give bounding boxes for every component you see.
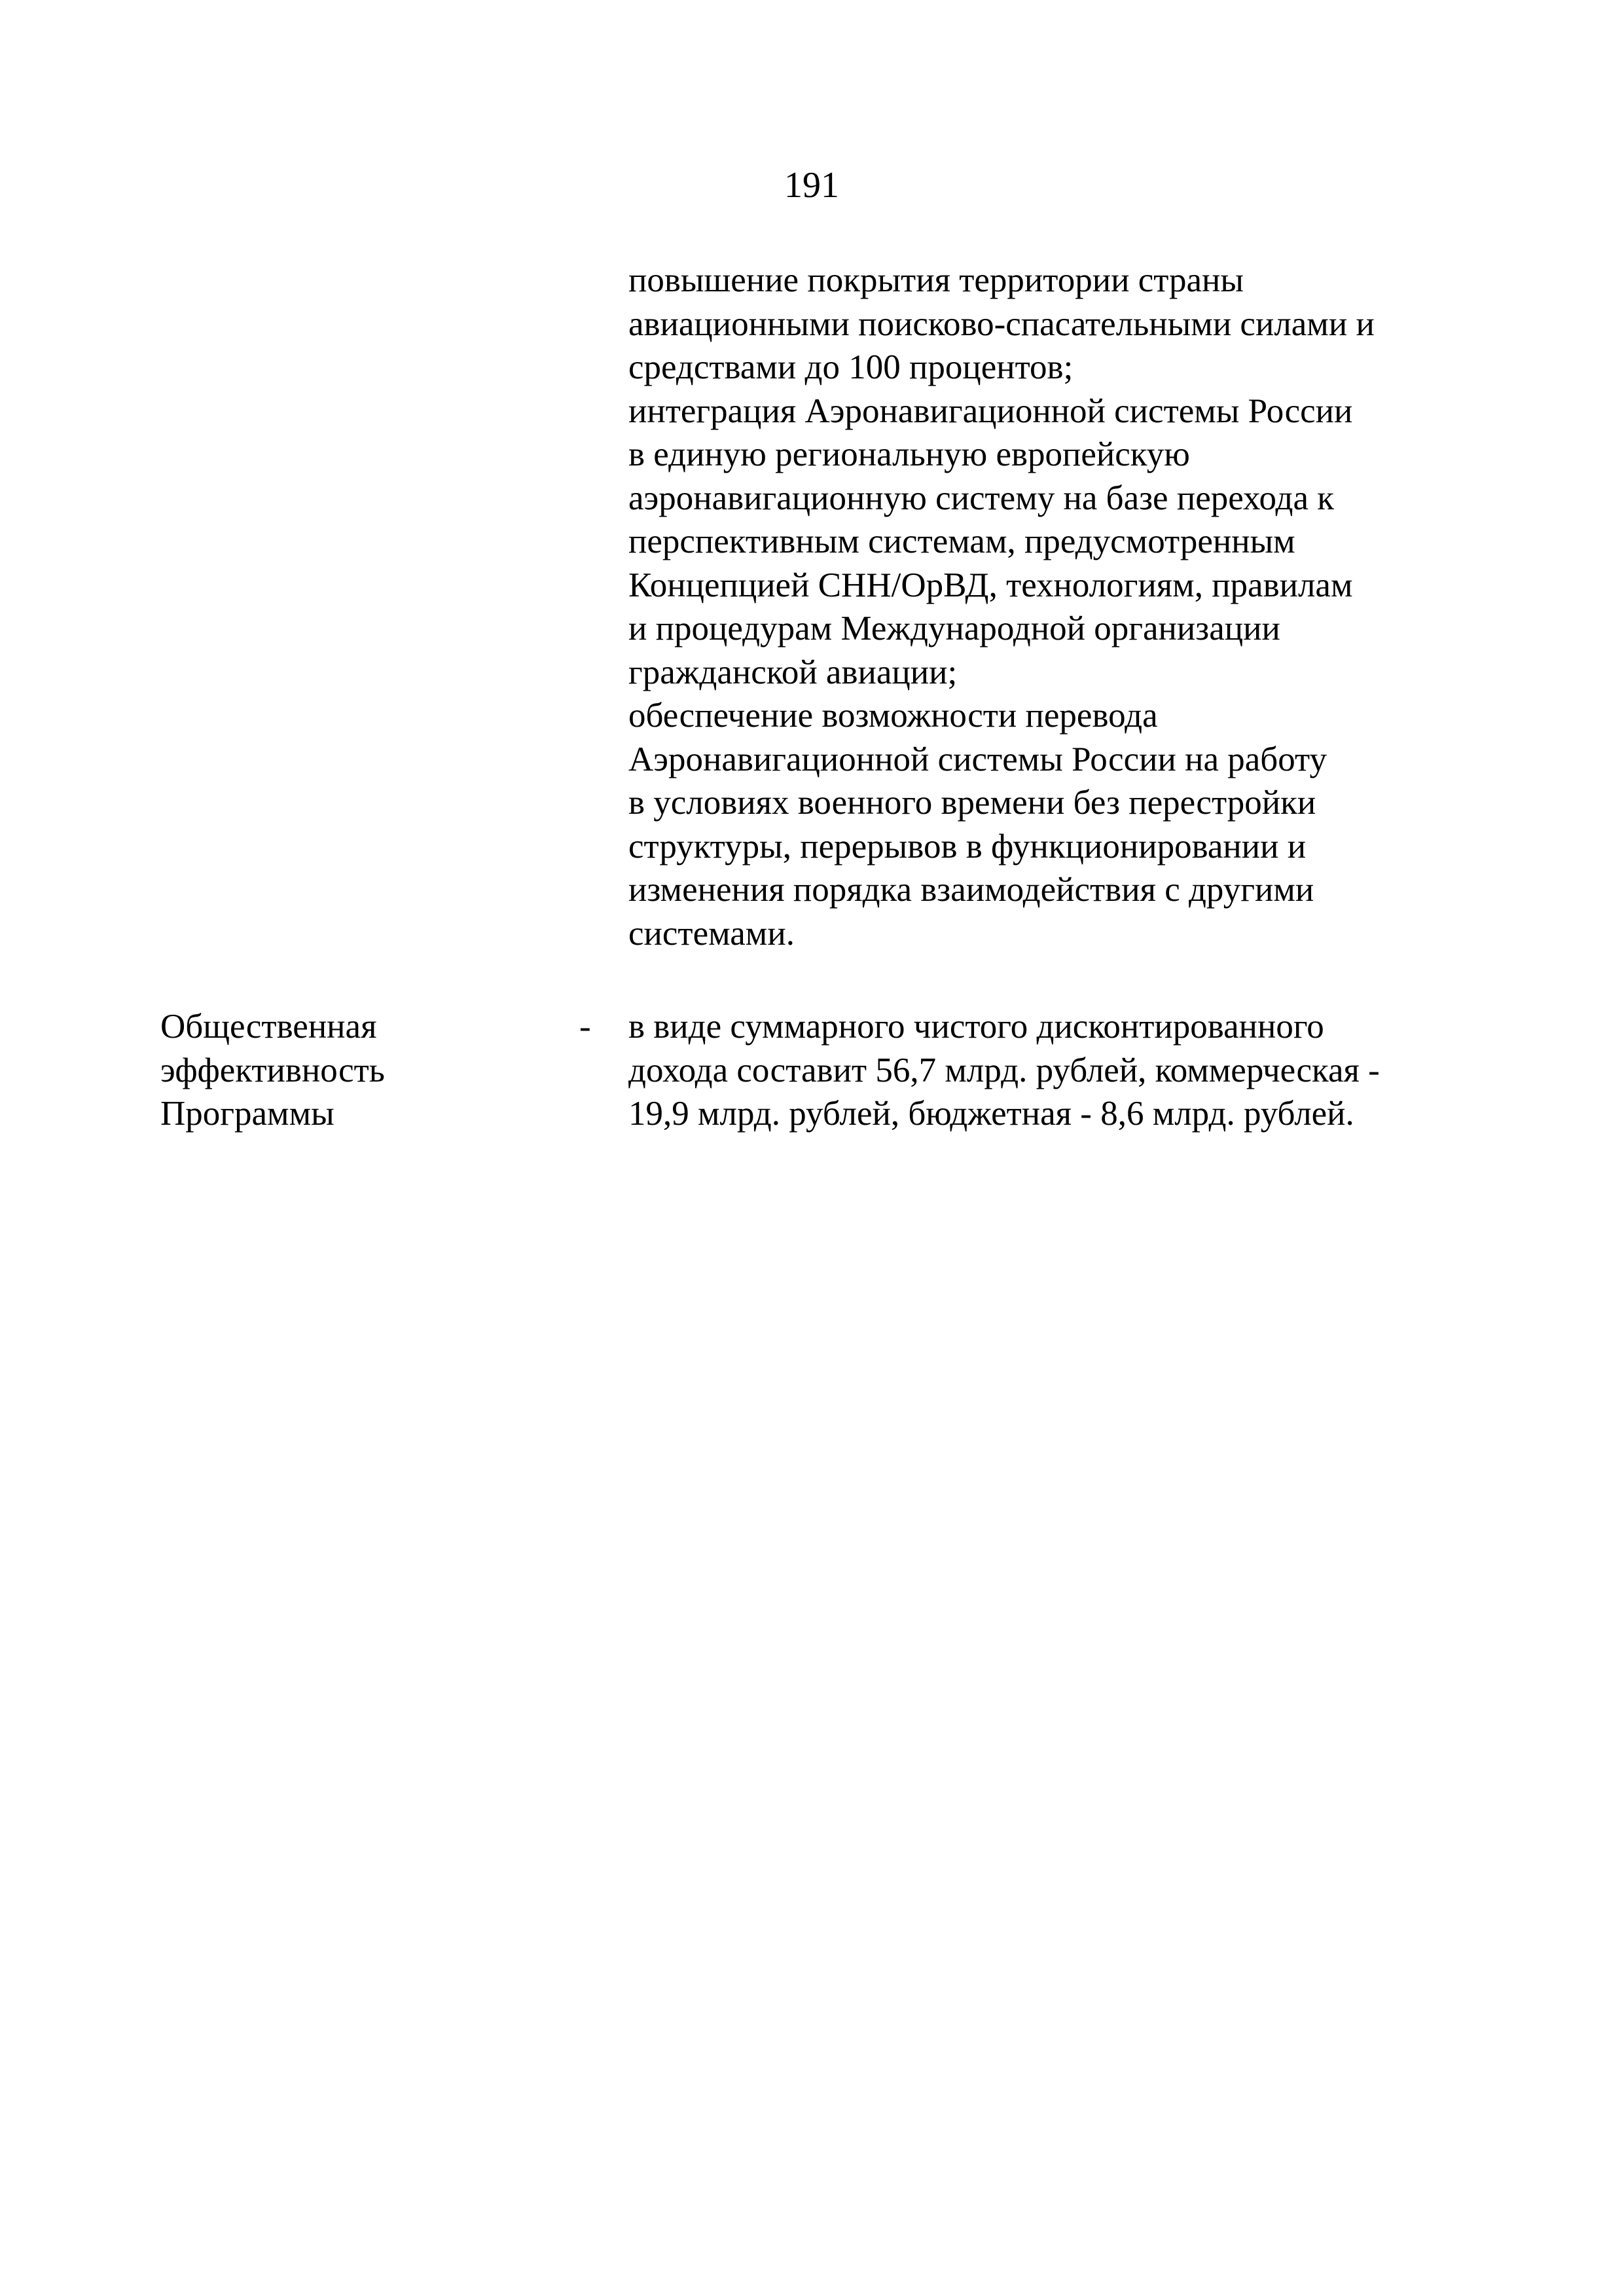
- page-number: 191: [784, 165, 839, 206]
- continuation-text: [628, 259, 1512, 955]
- value-line: в виде суммарного чистого дисконтированного: [628, 1008, 1324, 1046]
- text-line: средствами до 100 процентов;: [628, 348, 1074, 386]
- text-line: интеграция Аэронавигационной системы России: [628, 392, 1353, 430]
- efficiency-label: [160, 1005, 566, 1136]
- value-line: 19,9 млрд. рублей, бюджетная - 8,6 млрд. рублей.: [628, 1095, 1354, 1133]
- label-line: Общественная: [160, 1008, 377, 1046]
- text-line: Аэронавигационной системы России на работу: [628, 740, 1327, 778]
- text-line: перспективным системам, предусмотренным: [628, 522, 1295, 560]
- value-line: дохода составит 56,7 млрд. рублей, коммерческая -: [628, 1051, 1380, 1089]
- text-line: в условиях военного времени без перестройки: [628, 784, 1316, 822]
- text-line: изменения порядка взаимодействия с другими: [628, 871, 1314, 909]
- efficiency-value: [628, 1005, 1512, 1136]
- text-line: структуры, перерывов в функционировании и: [628, 827, 1307, 866]
- text-line: системами.: [628, 914, 795, 953]
- text-line: и процедурам Международной организации: [628, 610, 1280, 647]
- text-line: повышение покрытия территории страны: [628, 261, 1244, 299]
- text-line: в единую региональную европейскую: [628, 435, 1190, 473]
- text-line: гражданской авиации;: [628, 653, 958, 691]
- text-line: аэронавигационную систему на базе перехода к: [628, 479, 1334, 517]
- text-line: авиационными поисково-спасательными силами и: [628, 304, 1375, 343]
- text-line: Концепцией СНН/ОрВД, технологиям, правилам: [628, 566, 1353, 604]
- text-line: обеспечение возможности перевода: [628, 697, 1158, 735]
- label-line: эффективность: [160, 1051, 385, 1089]
- efficiency-dash: -: [579, 1008, 591, 1046]
- label-line: Программы: [160, 1095, 334, 1133]
